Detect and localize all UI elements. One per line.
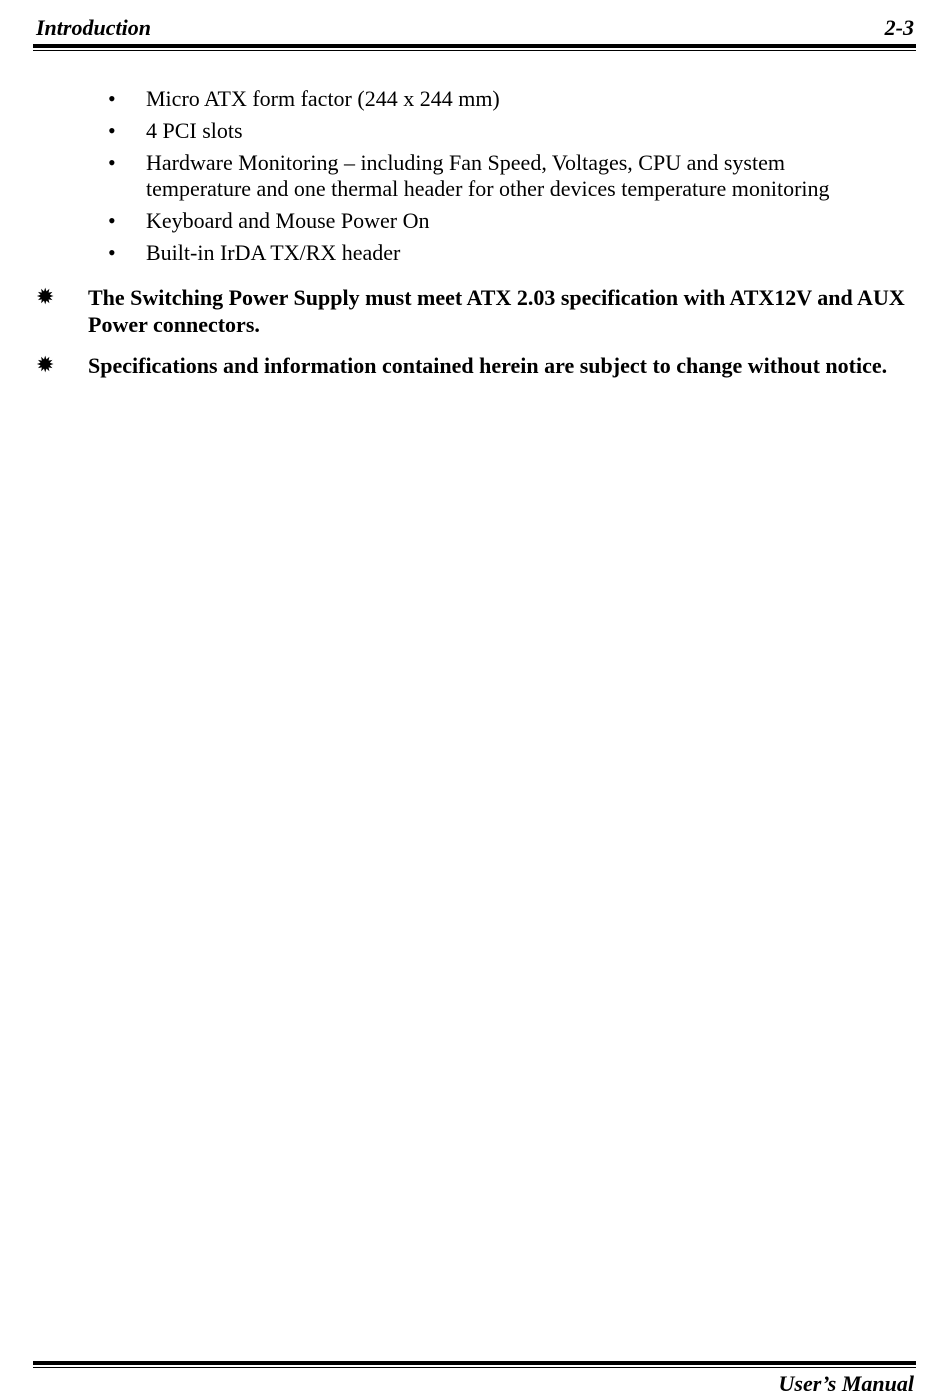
list-item <box>0 208 950 234</box>
bullet-icon: • <box>108 118 116 143</box>
bullet-icon: • <box>108 150 116 175</box>
note-specifications <box>0 352 950 379</box>
note-text: The Switching Power Supply must meet ATX 2.03 specification with ATX12V and AUX Power connectors. <box>88 285 905 337</box>
page-header <box>36 14 914 42</box>
bullet-icon: • <box>108 208 116 233</box>
header-rule-thick <box>33 44 916 48</box>
list-item <box>0 118 950 144</box>
footer-rule-thick <box>33 1361 916 1365</box>
feature-list <box>0 86 950 272</box>
header-section-title: Introduction <box>36 15 151 40</box>
note-power-supply <box>0 284 950 338</box>
bullet-icon: • <box>108 240 116 265</box>
asterisk-star-icon: ✹ <box>36 352 55 377</box>
footer-manual-title: User’s Manual <box>778 1371 914 1396</box>
asterisk-star-icon: ✹ <box>36 284 55 309</box>
footer-rule-thin <box>33 1367 916 1368</box>
list-item <box>0 86 950 112</box>
note-text: Specifications and information contained herein are subject to change without notice. <box>88 353 888 378</box>
list-item-text: Hardware Monitoring – including Fan Speed, Voltages, CPU and system temperature and one thermal header for other devices temperature monitoring <box>146 150 830 201</box>
bullet-icon: • <box>108 86 116 111</box>
list-item-text: Built-in IrDA TX/RX header <box>146 240 401 265</box>
list-item-text: Keyboard and Mouse Power On <box>146 208 430 233</box>
list-item-text: Micro ATX form factor (244 x 244 mm) <box>146 86 500 111</box>
list-item-text: 4 PCI slots <box>146 118 243 143</box>
header-rule-thin <box>33 50 916 51</box>
header-page-number: 2-3 <box>884 15 914 40</box>
list-item <box>0 240 950 266</box>
list-item <box>0 150 950 202</box>
